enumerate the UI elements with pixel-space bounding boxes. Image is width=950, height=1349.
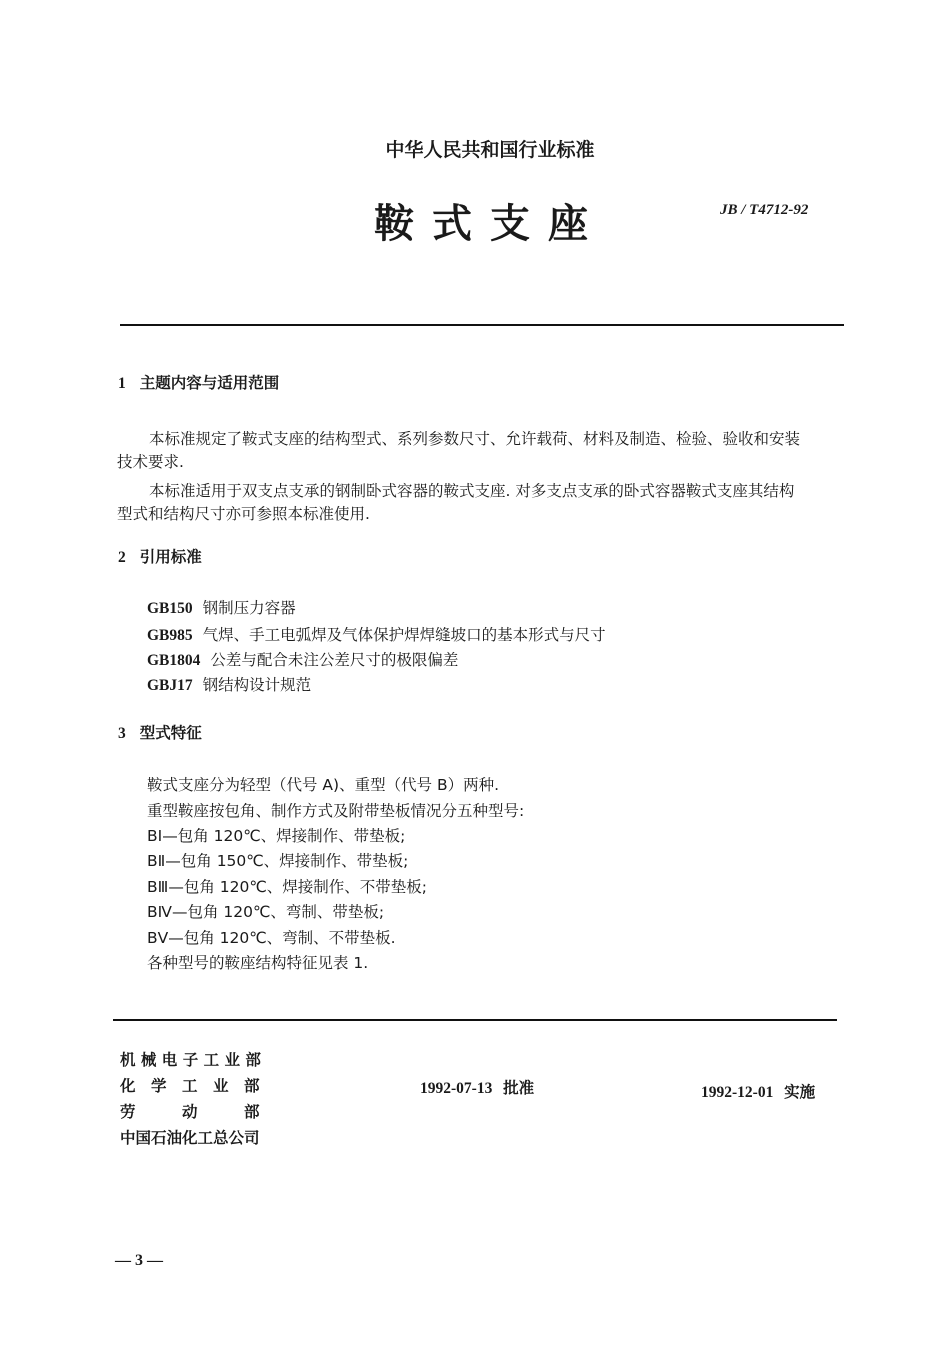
reference-title: 钢结构设计规范 <box>202 676 312 694</box>
paragraph-line: 本标准规定了鞍式支座的结构型式、系列参数尺寸、允许载荷、材料及制造、检验、验收和安装 <box>149 430 801 448</box>
type-line: BⅠ—包角 120℃、焊接制作、带垫板; <box>147 827 406 845</box>
effective-label: 实施 <box>784 1083 816 1101</box>
reference-code: GB985 <box>147 627 193 644</box>
standard-org: 中华人民共和国行业标准 <box>385 139 595 161</box>
header-rule <box>120 324 844 326</box>
reference-item <box>147 673 311 695</box>
reference-title: 气焊、手工电弧焊及气体保护焊焊缝坡口的基本形式与尺寸 <box>202 626 606 644</box>
section-number: 2 <box>118 549 126 566</box>
type-line: 鞍式支座分为轻型（代号 A)、重型（代号 B）两种. <box>147 776 500 794</box>
reference-code: GBJ17 <box>147 677 193 694</box>
reference-title: 公差与配合未注公差尺寸的极限偏差 <box>210 651 459 669</box>
section-1-heading <box>118 371 279 393</box>
section-number: 1 <box>118 375 126 392</box>
reference-item <box>147 648 458 670</box>
reference-code: GB150 <box>147 600 193 617</box>
effective-date <box>701 1080 815 1102</box>
reference-item <box>147 623 606 645</box>
type-line: BⅡ—包角 150℃、焊接制作、带垫板; <box>147 852 409 870</box>
type-line: 重型鞍座按包角、制作方式及附带垫板情况分五种型号: <box>147 802 525 820</box>
paragraph-line: 型式和结构尺寸亦可参照本标准使用. <box>117 505 370 523</box>
type-line: 各种型号的鞍座结构特征见表 1. <box>147 954 369 972</box>
issuer: 化 学 工 业 部 <box>120 1077 260 1095</box>
standard-code: JB / T4712-92 <box>720 202 809 218</box>
section-number: 3 <box>118 725 126 742</box>
approval-date <box>420 1076 534 1098</box>
approved-label: 批准 <box>503 1079 535 1097</box>
type-line: BⅣ—包角 120℃、弯制、带垫板; <box>147 903 385 921</box>
section-title: 型式特征 <box>139 724 202 742</box>
section-title: 主题内容与适用范围 <box>139 374 280 392</box>
issuer: 机 械 电 子 工 业 部 <box>120 1051 261 1069</box>
footer-rule <box>113 1019 837 1021</box>
paragraph-line: 技术要求. <box>117 453 184 471</box>
section-2-heading <box>118 545 202 567</box>
approved-date: 1992-07-13 <box>420 1080 493 1097</box>
issuer: 中国石油化工总公司 <box>120 1129 260 1147</box>
page-number: — 3 — <box>115 1252 163 1269</box>
issuer: 劳 动 部 <box>120 1103 260 1121</box>
section-title: 引用标准 <box>139 548 202 566</box>
type-line: BⅢ—包角 120℃、焊接制作、不带垫板; <box>147 878 427 896</box>
effective-date-value: 1992-12-01 <box>701 1084 774 1101</box>
paragraph-line: 本标准适用于双支点支承的钢制卧式容器的鞍式支座. 对多支点支承的卧式容器鞍式支座其结构 <box>149 482 795 500</box>
reference-code: GB1804 <box>147 652 201 669</box>
reference-item <box>147 596 296 618</box>
page-title: 鞍式支座 <box>374 201 606 247</box>
section-3-heading <box>118 721 202 743</box>
type-line: BⅤ—包角 120℃、弯制、不带垫板. <box>147 929 396 947</box>
reference-title: 钢制压力容器 <box>202 599 296 617</box>
